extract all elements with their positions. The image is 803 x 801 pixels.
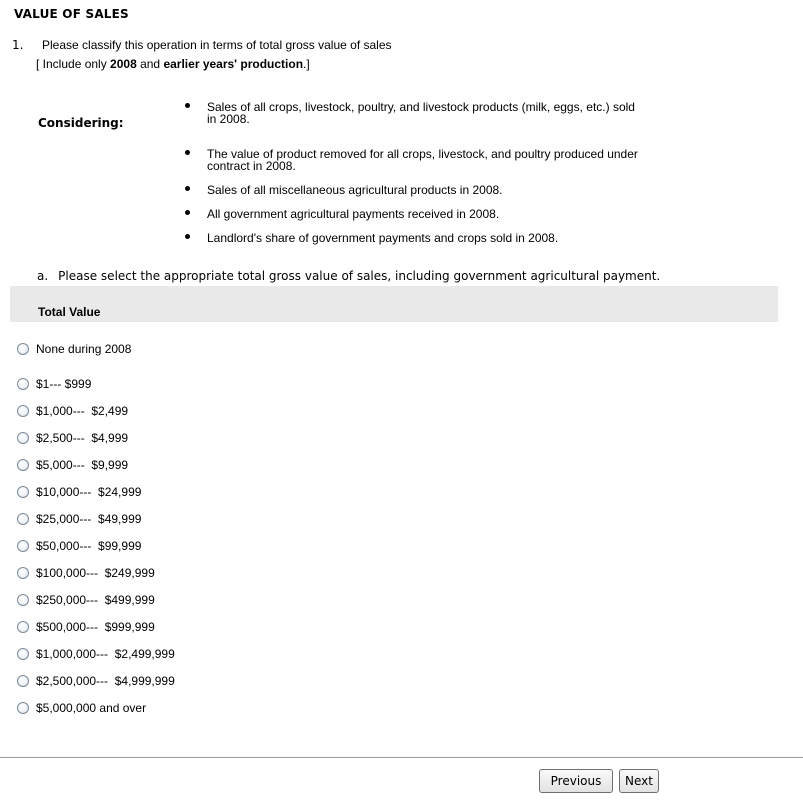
option-label: $1,000,000--- $2,499,999 — [36, 647, 175, 661]
considering-item-text: Sales of all crops, livestock, poultry, and livestock products (milk, eggs, etc.) sold in 2008. — [207, 100, 635, 126]
note-year: 2008 — [110, 57, 137, 71]
section-title: VALUE OF SALES — [14, 7, 129, 21]
option-label: $10,000--- $24,999 — [36, 485, 142, 499]
considering-item-text: Landlord's share of government payments and crops sold in 2008. — [207, 231, 559, 245]
option-row[interactable] — [17, 592, 155, 608]
total-value-header — [10, 286, 778, 322]
radio-button[interactable] — [17, 621, 29, 633]
previous-button[interactable]: Previous — [539, 769, 613, 793]
radio-button[interactable] — [17, 343, 29, 355]
option-row[interactable] — [17, 457, 128, 473]
option-label: $5,000,000 and over — [36, 701, 147, 715]
question-note — [36, 57, 310, 71]
radio-button[interactable] — [17, 513, 29, 525]
note-mid: and — [136, 57, 164, 71]
radio-button[interactable] — [17, 567, 29, 579]
option-row[interactable] — [17, 430, 128, 446]
subquestion — [37, 269, 660, 283]
question-text: Please classify this operation in terms of total gross value of sales — [42, 38, 392, 52]
option-label: $5,000--- $9,999 — [36, 458, 129, 472]
bullet-icon — [185, 210, 190, 215]
total-value-label: Total Value — [38, 305, 101, 319]
option-label: $100,000--- $249,999 — [36, 566, 155, 580]
radio-button[interactable] — [17, 594, 29, 606]
option-label: $2,500,000--- $4,999,999 — [36, 674, 175, 688]
next-button[interactable]: Next — [619, 769, 659, 793]
radio-button[interactable] — [17, 648, 29, 660]
bullet-icon — [185, 186, 190, 191]
note-prefix: [ Include only — [36, 57, 111, 71]
option-row[interactable] — [17, 700, 146, 716]
considering-item-text: The value of product removed for all crops, livestock, and poultry produced under contract in 2008. — [207, 147, 638, 173]
option-label: $50,000--- $99,999 — [36, 539, 142, 553]
option-label: $250,000--- $499,999 — [36, 593, 155, 607]
radio-button[interactable] — [17, 459, 29, 471]
option-row[interactable] — [17, 403, 128, 419]
option-row[interactable] — [17, 511, 141, 527]
considering-item-text: Sales of all miscellaneous agricultural products in 2008. — [207, 183, 503, 197]
bullet-icon — [185, 234, 190, 239]
bullet-icon — [185, 150, 190, 155]
option-row[interactable] — [17, 565, 155, 581]
considering-label: Considering: — [38, 116, 124, 130]
option-row[interactable] — [17, 673, 175, 689]
question-number: 1. — [12, 38, 24, 52]
option-row[interactable] — [17, 484, 141, 500]
radio-button[interactable] — [17, 405, 29, 417]
note-bold: earlier years' production — [163, 57, 304, 71]
radio-button[interactable] — [17, 378, 29, 390]
option-label: $1--- $999 — [36, 377, 92, 391]
option-label: $500,000--- $999,999 — [36, 620, 155, 634]
option-row[interactable] — [17, 646, 175, 662]
subquestion-letter: a. — [37, 269, 49, 283]
subquestion-text: Please select the appropriate total gross value of sales, including government agricultural payment. — [58, 269, 661, 283]
radio-button[interactable] — [17, 702, 29, 714]
option-label: $25,000--- $49,999 — [36, 512, 142, 526]
option-row[interactable] — [17, 376, 91, 392]
option-label: None during 2008 — [36, 342, 132, 356]
option-row[interactable] — [17, 538, 141, 554]
option-row[interactable] — [17, 341, 131, 357]
option-label: $1,000--- $2,499 — [36, 404, 129, 418]
option-label: $2,500--- $4,999 — [36, 431, 129, 445]
footer-divider — [0, 757, 803, 758]
radio-button[interactable] — [17, 432, 29, 444]
note-suffix: .] — [303, 57, 310, 71]
radio-button[interactable] — [17, 540, 29, 552]
option-row[interactable] — [17, 619, 155, 635]
radio-button[interactable] — [17, 675, 29, 687]
bullet-icon — [185, 103, 190, 108]
radio-button[interactable] — [17, 486, 29, 498]
considering-item-text: All government agricultural payments received in 2008. — [207, 207, 500, 221]
